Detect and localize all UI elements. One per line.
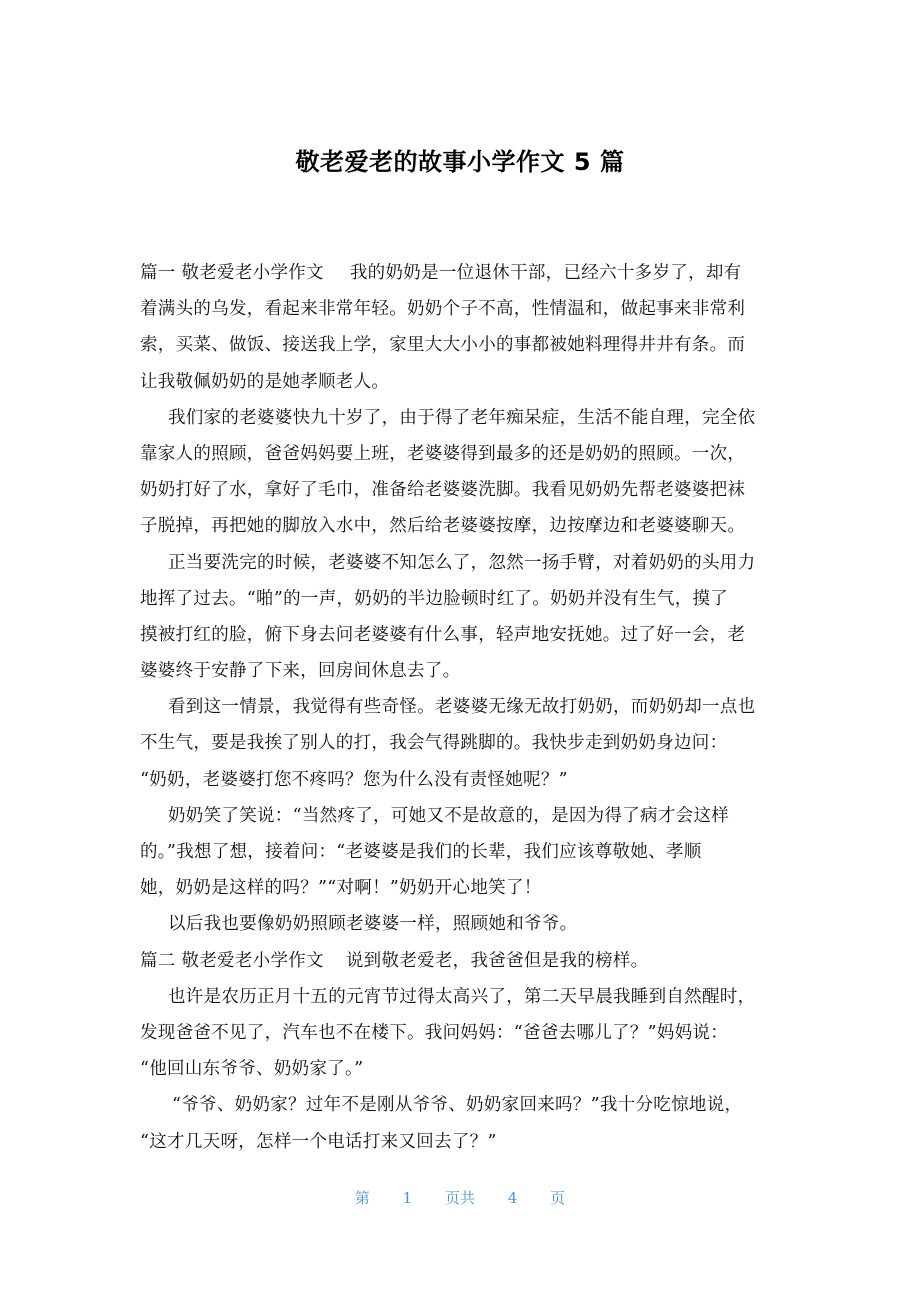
paragraph-line: 婆婆终于安静了下来，回房间休息去了。 xyxy=(140,661,461,682)
paragraph-line: 让我敬佩奶奶的是她孝顺老人。 xyxy=(140,371,390,392)
paragraph-line: “他回山东爷爷、奶奶家了。” xyxy=(140,1059,364,1080)
paragraph-line: 地挥了过去。“啪”的一声，奶奶的半边脸顿时红了。奶奶并没有生气，摸了 xyxy=(140,588,729,609)
paragraph-line: 奶奶打好了水，拿好了毛巾，准备给老婆婆洗脚。我看见奶奶先帮老婆婆把袜 xyxy=(140,480,746,501)
paragraph-line: 靠家人的照顾，爸爸妈妈要上班，老婆婆得到最多的还是奶奶的照顾。一次， xyxy=(140,443,746,464)
page-footer xyxy=(0,1187,920,1208)
essay1-first-line xyxy=(140,258,780,294)
paragraph-text: 我的奶奶是一位退休干部，已经六十多岁了，却有 xyxy=(349,263,742,283)
essay2-heading: 篇二 敬老爱老小学作文 xyxy=(140,950,324,971)
paragraph-line: 着满头的乌发，看起来非常年轻。奶奶个子不高，性情温和，做起事来非常利 xyxy=(140,299,746,320)
page-label-suffix: 页 xyxy=(550,1189,566,1207)
paragraph-line: “爷爷、奶奶家？过年不是刚从爷爷、奶奶家回来吗？”我十分吃惊地说， xyxy=(172,1095,743,1116)
paragraph-line: “奶奶，老婆婆打您不疼吗？您为什么没有责怪她呢？” xyxy=(140,769,568,790)
paragraph-line: 也许是农历正月十五的元宵节过得太高兴了，第二天早晨我睡到自然醒时， xyxy=(168,986,756,1007)
total-pages-number: 4 xyxy=(507,1189,518,1207)
document-body xyxy=(140,258,780,1163)
paragraph-line: 看到这一情景，我觉得有些奇怪。老婆婆无缘无故打奶奶，而奶奶却一点也 xyxy=(168,697,756,718)
paragraph-line: 奶奶笑了笑说：“当然疼了，可她又不是故意的，是因为得了病才会这样 xyxy=(168,805,730,826)
page-label-prefix: 第 xyxy=(354,1189,370,1207)
paragraph-line: 的。”我想了想，接着问：“老婆婆是我们的长辈，我们应该尊敬她、孝顺 xyxy=(140,842,702,862)
page-label-mid: 页共 xyxy=(444,1189,475,1207)
essay2-first-line xyxy=(140,946,780,982)
essay1-heading: 篇一 敬老爱老小学作文 xyxy=(140,263,324,283)
paragraph-line: 正当要洗完的时候，老婆婆不知怎么了，忽然一扬手臂，对着奶奶的头用力 xyxy=(168,552,756,573)
paragraph-line: 摸被打红的脸，俯下身去问老婆婆有什么事，轻声地安抚她。过了好一会，老 xyxy=(140,624,746,645)
paragraph-line: 子脱掉，再把她的脚放入水中，然后给老婆婆按摩，边按摩边和老婆婆聊天。 xyxy=(140,516,746,537)
paragraph-line: 索，买菜、做饭、接送我上学，家里大大小小的事都被她料理得井井有条。而 xyxy=(140,335,746,356)
current-page-number: 1 xyxy=(402,1189,413,1207)
document-title: 敬老爱老的故事小学作文 5 篇 xyxy=(295,148,625,176)
paragraph-line: “这才几天呀，怎样一个电话打来又回去了？” xyxy=(140,1131,497,1152)
paragraph-line: 我们家的老婆婆快九十岁了，由于得了老年痴呆症，生活不能自理，完全依 xyxy=(168,407,756,428)
paragraph-line: 她，奶奶是这样的吗？”“对啊！”奶奶开心地笑了！ xyxy=(140,878,542,899)
paragraph-line: 发现爸爸不见了，汽车也不在楼下。我问妈妈：“爸爸去哪儿了？”妈妈说： xyxy=(140,1022,729,1043)
paragraph-line: 不生气，要是我挨了别人的打，我会气得跳脚的。我快步走到奶奶身边问： xyxy=(140,733,728,754)
paragraph-line: 以后我也要像奶奶照顾老婆婆一样，照顾她和爷爷。 xyxy=(168,914,578,935)
paragraph-text: 说到敬老爱老，我爸爸但是我的榜样。 xyxy=(345,950,649,971)
